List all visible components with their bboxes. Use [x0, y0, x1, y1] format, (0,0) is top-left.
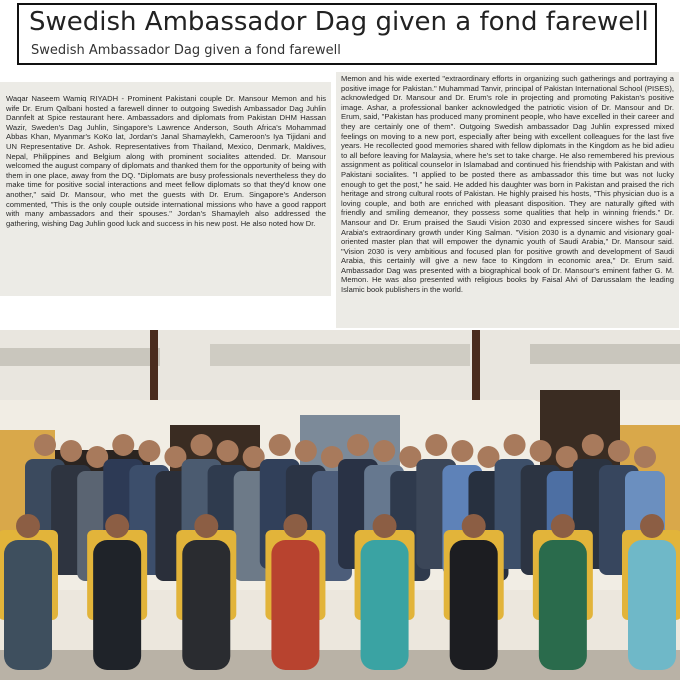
standing-person-head: [425, 434, 447, 456]
seated-person-head: [373, 514, 397, 538]
article-right-text: Memon and his wide exerted "extraordinary efforts in organizing such gatherings and portraying a positive image for Pakistan." Muhammad Tanvir, principal of Pakistan International School (PISES), acknowledged Dr. Mansour and Dr. Erum's role in projecting and promoting Pakistan's positive image. Ashar, a professional banker acknowledged the patriotic vision of Dr. Mansour and Dr. Erum, said, "Pakistan has produced many prominent people, who have excelled in their career and they are certainly one of them". Outgoing Swedish ambassador Dag Juhlin expressed mixed feelings on moving to a new port, especially after being with excellent colleagues for the last five years. He recollected good memories shared with fellow diplomats in the Kingdom as he bid adieu to all before leaving for Malaysia, where he's set to take charge. He also remembered his previous assignment as political counselor in Islamabad and continued his friendship with Pakistan and with Pakistani socialites. "I applied to be posted there as ambassador this time but was not lucky enough to get the post," he said. He added his daughter was born in Pakistan and praised the rich heritage and strong cultural roots of Pakistan. He highly praised his hosts, "This physician duo is a loving couple, and both are enriched with pleasant disposition. They are naturally gifted with friendly and smiling demeanor, they possess some qualities that help in winning friends." Dr. Mansour and Dr. Erum praised the Saudi Vision 2030 and expressed sincere wishes for Saudi Arabia's extraordinary growth under King Salman. "Vision 2030 is a dynamic and visionary goal-oriented master plan that will empower the dynamic youth of Saudi Arabia," Dr. Mansour said. "Vision 2030 is very ambitious and focused plan for positive growth and development of Saudi Arabia, this certainly will give a new face to Kingdom in economic area," Dr. Erum said. Ambassador Dag was presented with a biographical book of Dr. Mansour's eminent father G. M. Memon. He was also presented with religious books by Faisal Alvi of Darussalam the leading Islamic book publishers in the world.: [341, 74, 674, 295]
seated-person-body: [4, 540, 52, 670]
seated-person-head: [283, 514, 307, 538]
article-left-column: [0, 82, 331, 296]
standing-person-head: [34, 434, 56, 456]
seated-person-body: [450, 540, 498, 670]
standing-person-head: [504, 434, 526, 456]
seated-person-head: [551, 514, 575, 538]
standing-person-head: [269, 434, 291, 456]
standing-person-head: [608, 440, 630, 462]
seated-person-body: [93, 540, 141, 670]
seated-person-head: [16, 514, 40, 538]
group-photo: [0, 330, 680, 680]
ceiling-vent: [0, 348, 160, 366]
article-left-text: Waqar Naseem Wamiq RIYADH - Prominent Pakistani couple Dr. Mansour Memon and his wife Dr. Erum Qalbani hosted a farewell dinner to outgoing Swedish Ambassador Dag Juhlin Dannfelt at Spice restaurant here. Ambassadors and diplomats from Pakistan DHM Hassan Wazir, Sweden's Dag Juhlin, Singapore's Lawrence Anderson, South Africa's Mohammad Abbas Khan, Myanmar's KoKo lat, Jordan's Janal Shamaylekh, Cameroon's Iya Tijidani and UN Representative Dr. Ashok. Representatives from Thailand, Mexico, Denmark, Maldives, Nepal, Philippines and Belgium along with prominent socialites attended. Dr. Mansour welcomed the august company of diplomats and thanked them for the opportunity of being with them in one place, away from the DQ. "Diplomats are busy professionals nevertheless they do make time for positive social interactions and meet fellow diplomats so that they'd know one another," said Dr. Mansour, who met the guests with Dr. Erum. Singapore's Anderson commented, "This is the only couple outside international missions who have a good rapport with many ambassadors and their spouses." Jordan's Shamayleh also addressed the gathering, wishing Dag Juhlin good luck and success in his new post. He also noted how Dr.: [6, 94, 326, 228]
ceiling-vent: [210, 344, 470, 366]
standing-person-head: [138, 440, 160, 462]
ceiling-vent: [530, 344, 680, 364]
standing-person-head: [451, 440, 473, 462]
standing-person-head: [60, 440, 82, 462]
seated-person-head: [462, 514, 486, 538]
seated-person-body: [271, 540, 319, 670]
seated-person-body: [539, 540, 587, 670]
article-right-column: [336, 72, 679, 328]
seated-person-body: [182, 540, 230, 670]
standing-person-head: [530, 440, 552, 462]
standing-person-head: [634, 446, 656, 468]
seated-person-head: [194, 514, 218, 538]
standing-person-head: [112, 434, 134, 456]
seated-person-head: [640, 514, 664, 538]
standing-person-head: [347, 434, 369, 456]
seated-person-body: [361, 540, 409, 670]
column-gap: [6, 84, 326, 94]
standing-person-head: [295, 440, 317, 462]
headline-subtitle: Swedish Ambassador Dag given a fond farewell: [31, 43, 341, 58]
seated-person-body: [628, 540, 676, 670]
standing-person-head: [217, 440, 239, 462]
column-divider: [332, 72, 335, 328]
seated-person-head: [105, 514, 129, 538]
standing-person-head: [582, 434, 604, 456]
group-photo-illustration: [0, 330, 680, 680]
standing-person-head: [191, 434, 213, 456]
standing-person-head: [373, 440, 395, 462]
headline-title: Swedish Ambassador Dag given a fond farewell: [29, 7, 649, 37]
headline-box: [17, 3, 657, 65]
